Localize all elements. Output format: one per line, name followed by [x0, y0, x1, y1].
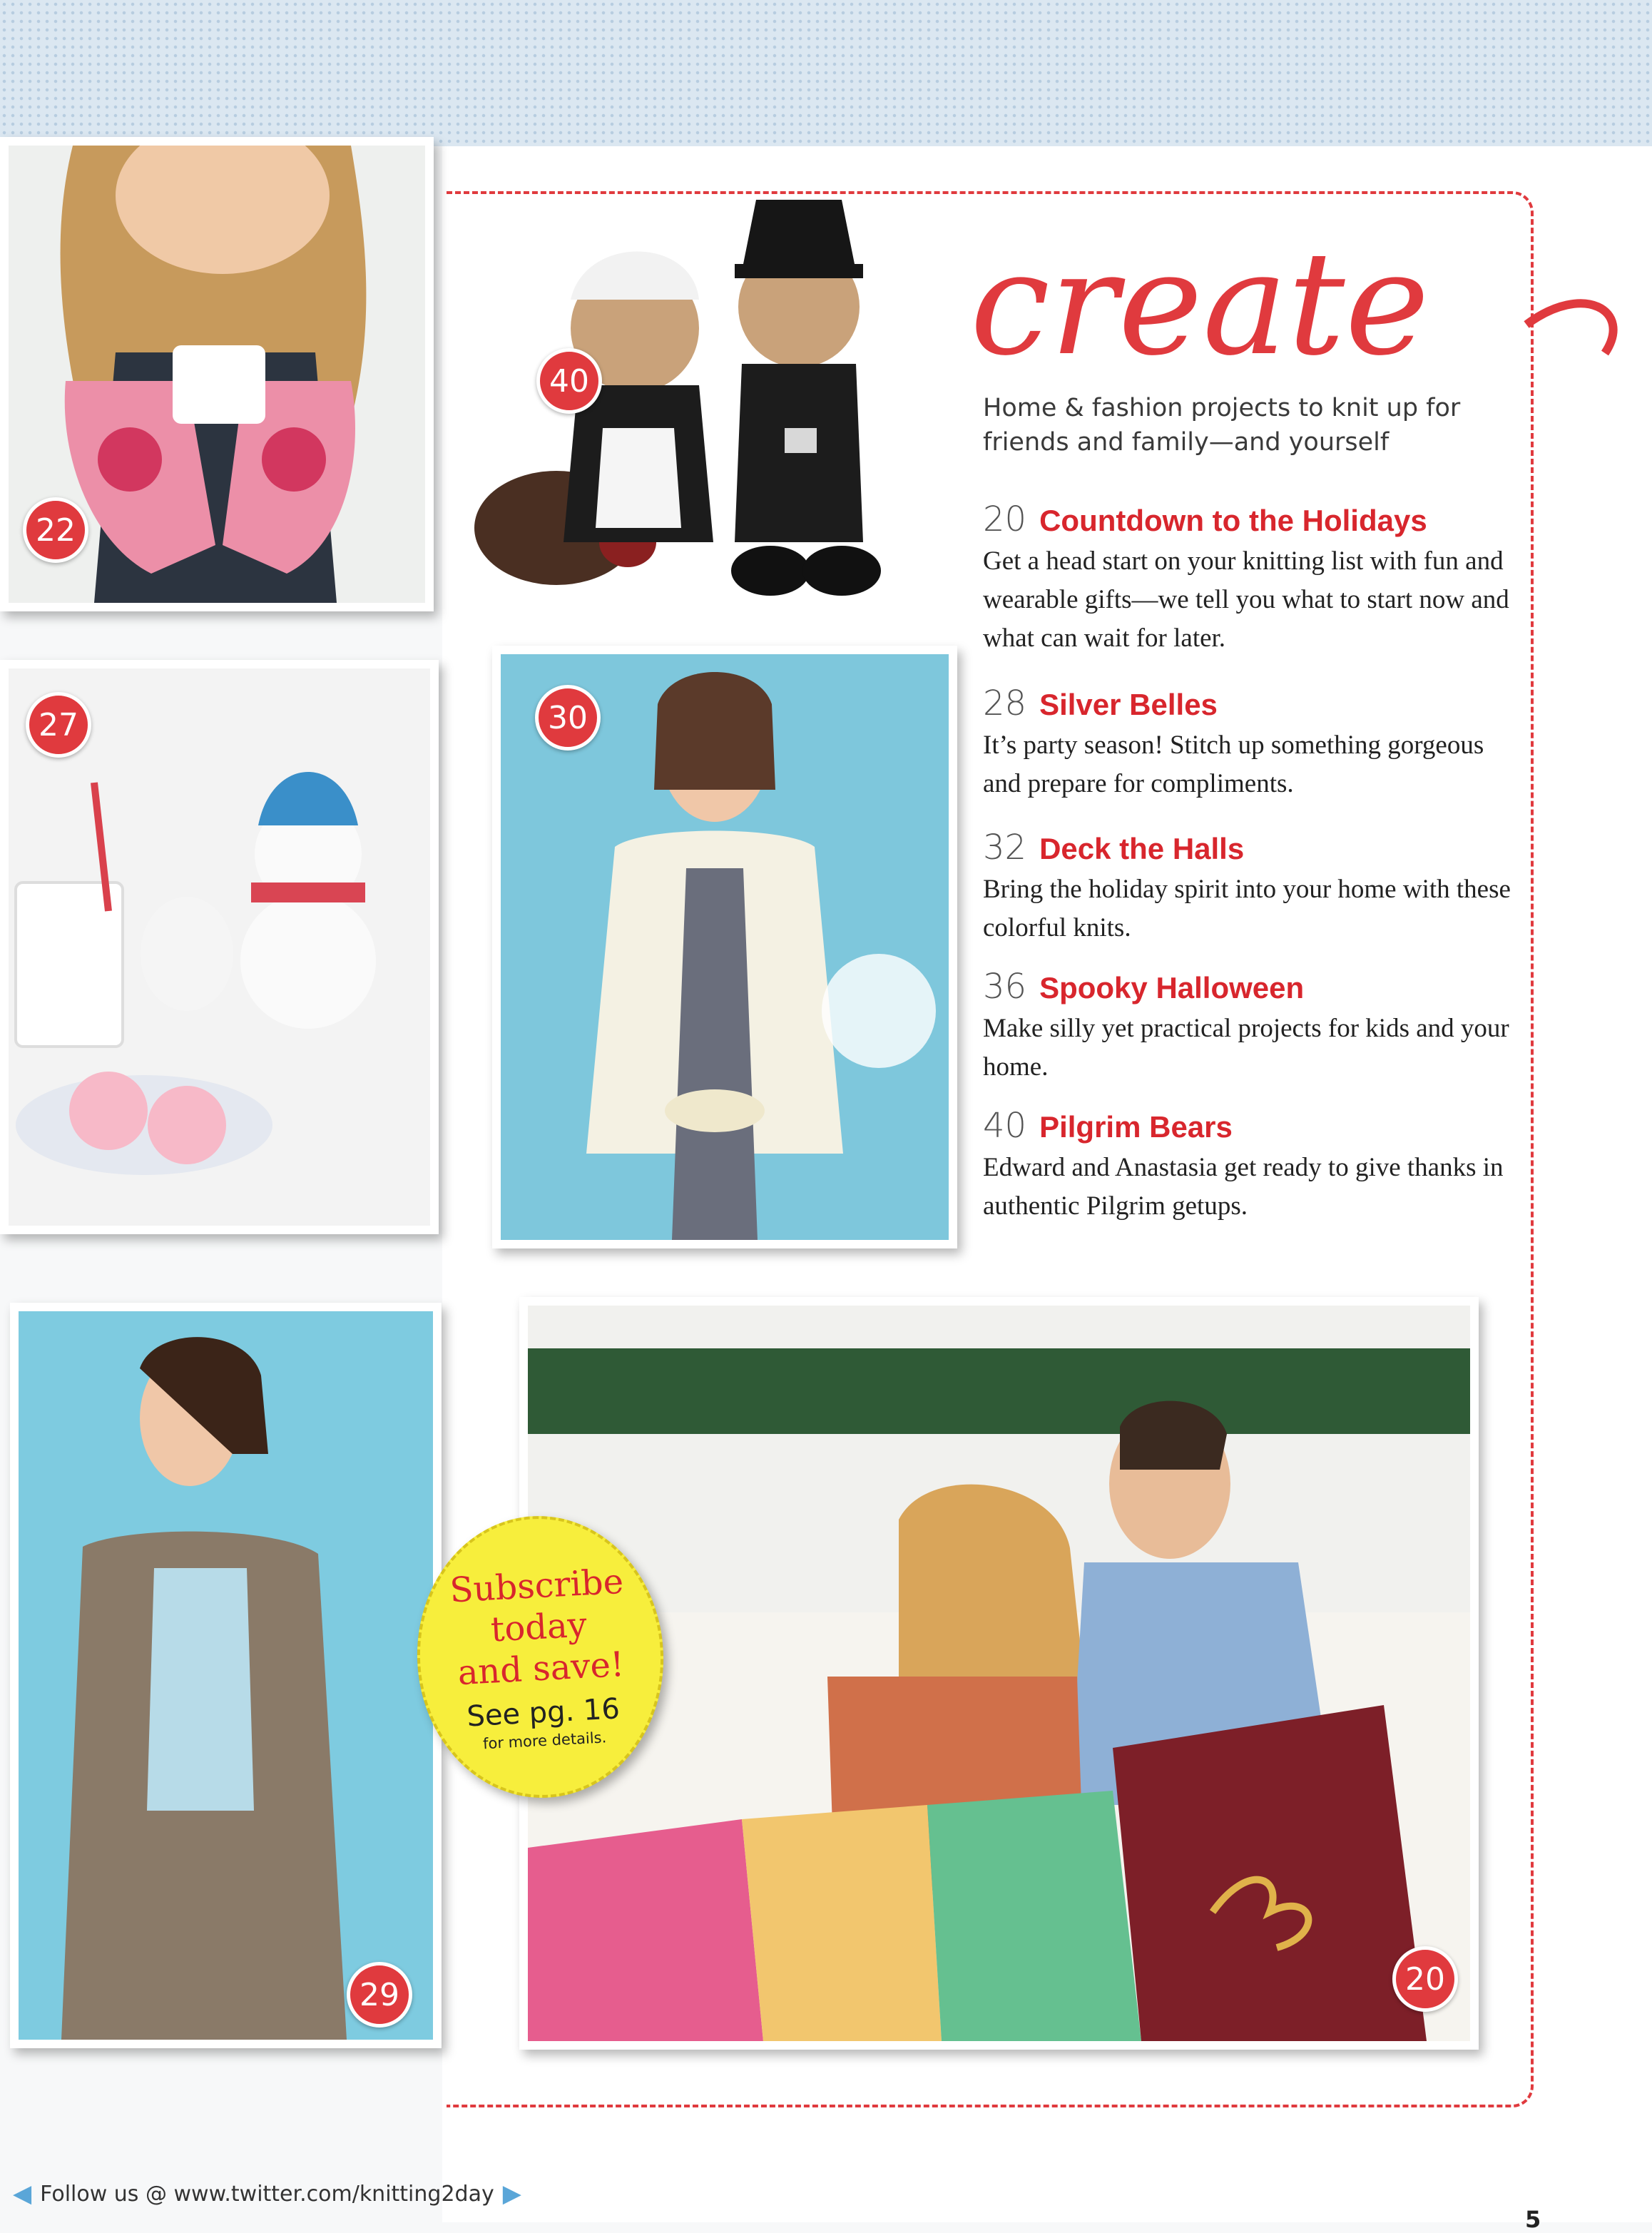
photo-mittens: [0, 137, 434, 611]
chevron-right-icon: ▶: [502, 2179, 521, 2208]
chevron-left-icon: ◀: [13, 2179, 32, 2208]
toc-page-number: 36: [983, 967, 1027, 1007]
subscribe-line-1: Subscribe: [449, 1561, 625, 1610]
section-title: create: [970, 232, 1429, 387]
toc-description: It’s party season! Stitch up something gorgeous and prepare for compliments.: [983, 731, 1484, 798]
toc-description: Get a head start on your knitting list with fun and wearable gifts—we tell you what to start now and what can wait for later.: [983, 546, 1509, 653]
toc-page-number: 20: [983, 499, 1027, 539]
photo-blanket: [519, 1297, 1479, 2050]
toc-page-number: 28: [983, 683, 1027, 723]
toc-description: Edward and Anastasia get ready to give thanks in authentic Pilgrim getups.: [983, 1153, 1504, 1221]
section-logo: [963, 232, 1641, 396]
photo-pilgrim-bears: [471, 171, 949, 614]
toc-entry[interactable]: [983, 828, 1525, 947]
photo-shawl: [10, 1303, 442, 2048]
page-badge-blanket: 20: [1392, 1946, 1458, 2012]
toc-title: Deck the Halls: [1039, 832, 1245, 865]
footer-follow[interactable]: [13, 2179, 521, 2208]
toc-description: Make silly yet practical projects for kids and your home.: [983, 1014, 1509, 1082]
toc-page-number: 32: [983, 828, 1027, 868]
toc-description: Bring the holiday spirit into your home with these colorful knits.: [983, 875, 1511, 942]
toc-entry[interactable]: [983, 1106, 1525, 1226]
subscribe-line-3: and save!: [457, 1644, 626, 1693]
page-badge-snowman: 27: [26, 692, 91, 758]
subscribe-see-page: See pg. 16: [466, 1692, 621, 1733]
subscribe-details: for more details.: [482, 1728, 607, 1752]
page-number: 5: [1525, 2206, 1541, 2233]
toc-page-number: 40: [983, 1106, 1027, 1146]
toc-title: Silver Belles: [1039, 688, 1218, 721]
toc-entry[interactable]: [983, 499, 1525, 658]
top-pattern-strip: [0, 0, 1652, 146]
toc-title: Pilgrim Bears: [1039, 1110, 1233, 1144]
toc-entry[interactable]: [983, 683, 1525, 803]
toc-title: Spooky Halloween: [1039, 971, 1305, 1004]
page-badge-shawl: 29: [347, 1962, 412, 2028]
toc-entry[interactable]: [983, 967, 1525, 1087]
page-badge: 22: [23, 497, 88, 563]
section-subtitle: Home & fashion projects to knit up for friends and family—and yourself: [983, 394, 1461, 457]
subscribe-line-2: today: [489, 1604, 588, 1650]
page-badge: 40: [536, 348, 602, 414]
footer-follow-text: Follow us @ www.twitter.com/knitting2day: [40, 2181, 494, 2207]
page-badge-cardigan: 30: [535, 685, 601, 751]
toc-title: Countdown to the Holidays: [1039, 504, 1427, 537]
